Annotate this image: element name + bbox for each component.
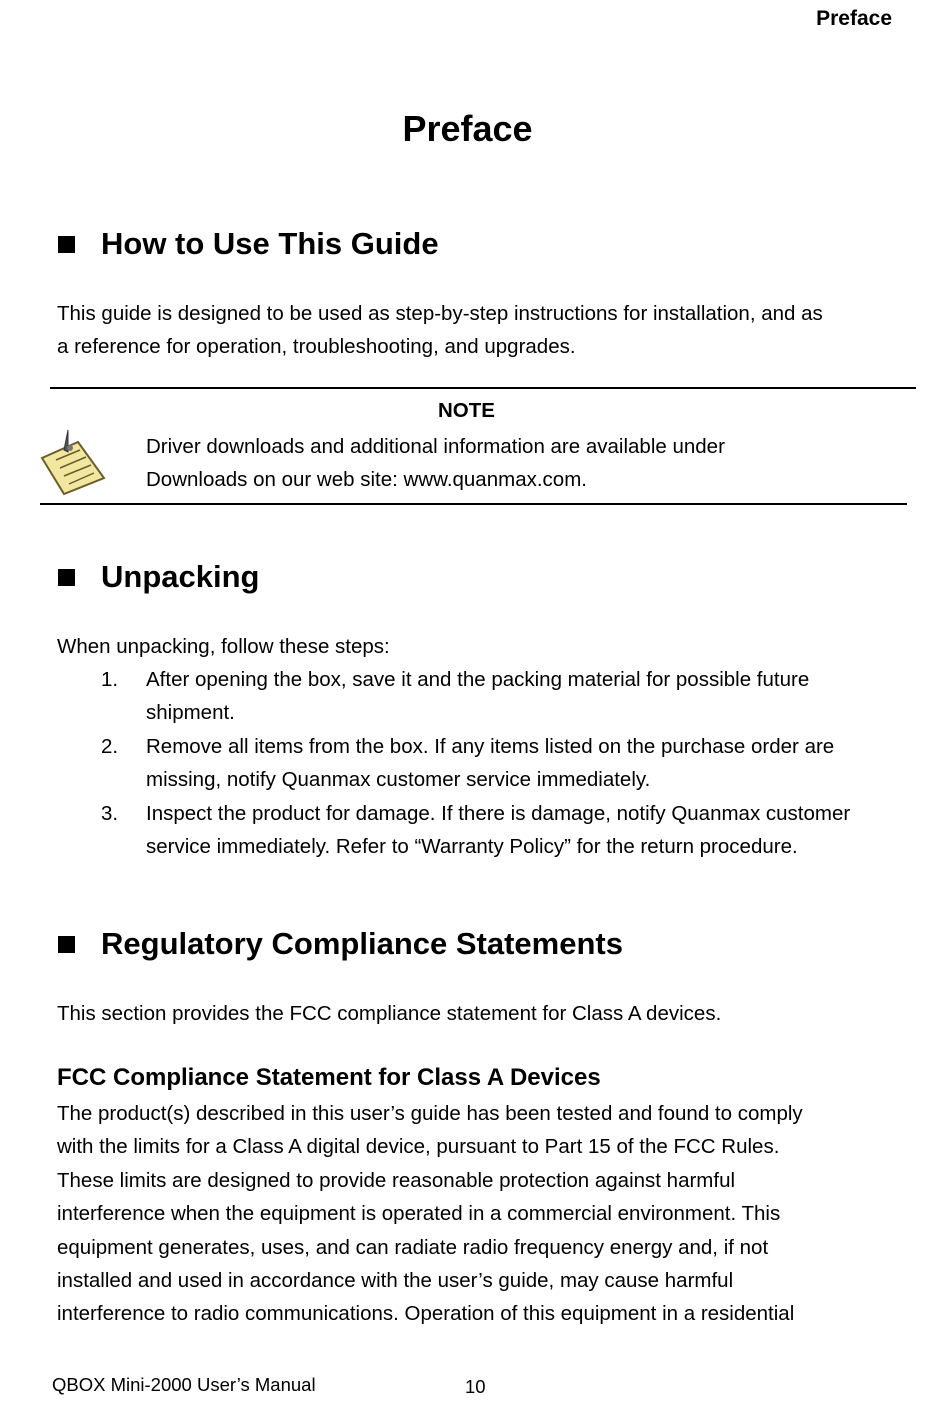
note-label: NOTE — [438, 399, 495, 422]
step-text: Remove all items from the box. If any items listed on the purchase order are missing, notify Quanmax customer service immediately. — [146, 734, 835, 792]
paragraph-line: The product(s) described in this user’s guide has been tested and found to comply — [57, 1102, 803, 1125]
list-item — [0, 663, 935, 730]
footer-page-number: 10 — [465, 1376, 486, 1397]
section-heading-how-to-use — [58, 226, 439, 262]
paragraph-line: installed and used in accordance with the user’s guide, may cause harmful — [57, 1269, 734, 1293]
running-header: Preface — [816, 7, 892, 30]
paragraph-line: a reference for operation, troubleshooting, and upgrades. — [57, 335, 576, 359]
section-heading-text: How to Use This Guide — [101, 226, 439, 261]
unpacking-intro: When unpacking, follow these steps: — [57, 635, 390, 658]
unpacking-steps-list — [0, 663, 935, 863]
note-line: Downloads on our web site: www.quanmax.com. — [146, 468, 587, 492]
step-text: Inspect the product for damage. If there is damage, notify Quanmax customer service immediately. Refer to “Warranty Policy” for the return procedure. — [146, 801, 851, 859]
section-heading-text: Regulatory Compliance Statements — [101, 926, 623, 961]
list-item — [0, 797, 935, 864]
how-to-use-paragraph — [57, 297, 823, 364]
section-heading-unpacking — [58, 559, 259, 595]
note-top-rule — [50, 387, 916, 389]
section-heading-text: Unpacking — [101, 559, 260, 594]
list-item — [0, 730, 935, 797]
step-number: 1. — [101, 668, 119, 691]
square-bullet-icon — [58, 936, 75, 953]
fcc-subheading: FCC Compliance Statement for Class A Devices — [57, 1064, 601, 1091]
section-heading-regulatory — [58, 926, 623, 962]
square-bullet-icon — [58, 569, 75, 586]
footer-manual-name: QBOX Mini-2000 User’s Manual — [52, 1374, 316, 1395]
paragraph-line: interference when the equipment is operated in a commercial environment. This — [57, 1202, 781, 1226]
paragraph-line: with the limits for a Class A digital device, pursuant to Part 15 of the FCC Rules. — [57, 1135, 780, 1159]
note-bottom-rule — [40, 503, 907, 505]
page-title: Preface — [402, 108, 533, 149]
step-number: 3. — [101, 801, 119, 825]
regulatory-intro: This section provides the FCC compliance statement for Class A devices. — [57, 1002, 722, 1025]
paragraph-line: interference to radio communications. Operation of this equipment in a residential — [57, 1302, 795, 1326]
step-number: 2. — [101, 734, 119, 758]
paragraph-line: equipment generates, uses, and can radiate radio frequency energy and, if not — [57, 1235, 769, 1259]
paragraph-line: This guide is designed to be used as step-by-step instructions for installation, and as — [57, 302, 823, 325]
note-line: Driver downloads and additional information are available under — [146, 435, 725, 458]
square-bullet-icon — [58, 236, 75, 253]
paragraph-line: These limits are designed to provide reasonable protection against harmful — [57, 1168, 736, 1192]
note-paper-icon — [34, 428, 110, 498]
fcc-paragraph — [57, 1097, 803, 1331]
note-text — [146, 430, 725, 497]
step-text: After opening the box, save it and the packing material for possible future shipment. — [146, 668, 810, 725]
